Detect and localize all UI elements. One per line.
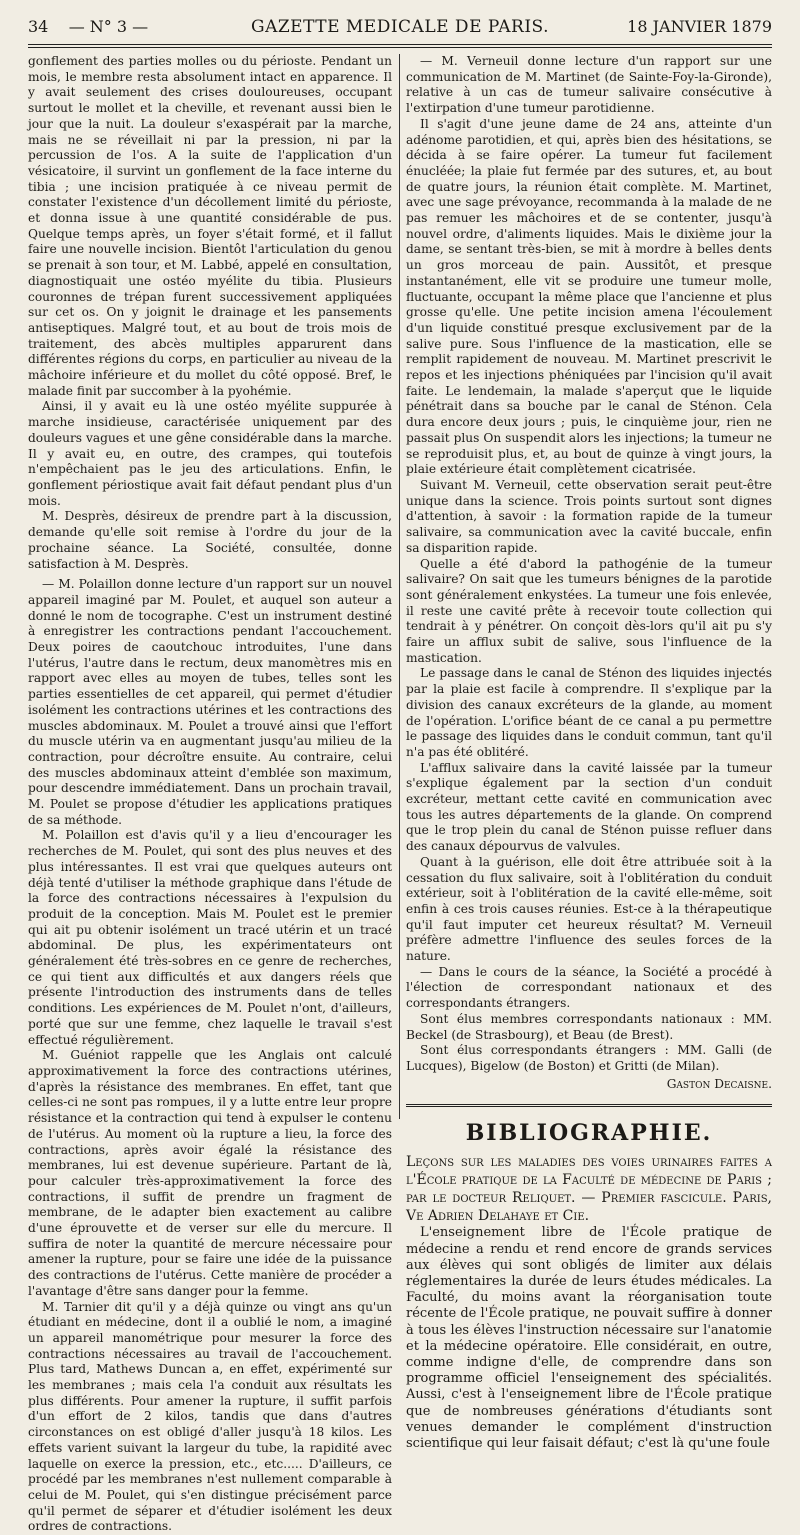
author-signature: Gaston Decaisne.: [666, 1076, 772, 1091]
section-heading: BIBLIOGRAPHIE.: [406, 1104, 772, 1147]
paragraph: Sont élus membres correspondants nationaux : MM. Beckel (de Strasbourg), et Beau (de Brest).: [406, 1011, 772, 1042]
paragraph: Quelle a été d'abord la pathogénie de la tumeur salivaire? On sait que les tumeurs bénignes de la parotide sont généralement enkystées. La tumeur une fois enlevée, il reste une cavité prête à recevoir toute collection qui tendrait à y pénétrer. On conçoit dès-lors qu'il ait pu s'y faire un afflux subit de salive, sous l'influence de la mastication.: [406, 556, 772, 665]
issue-number: — N° 3 —: [68, 17, 149, 36]
paragraph: — M. Verneuil donne lecture d'un rapport sur une communication de M. Martinet (de Sainte-Foy-la-Gironde), relative à un cas de tumeur salivaire consécutive à l'extirpation d'une tumeur parotidienne.: [406, 54, 772, 116]
journal-title: GAZETTE MEDICALE DE PARIS.: [251, 17, 549, 37]
paragraph: — Dans le cours de la séance, la Société a procédé à l'élection de correspondant nationaux et des correspondants étrangers.: [406, 964, 772, 1011]
paragraph: L'enseignement libre de l'École pratique de médecine a rendu et rend encore de grands services aux élèves qui sont obligés de limiter aux délais réglementaires la durée de leurs études médicales. La Faculté, du moins avant la réorganisation toute récente de l'École pratique, ne pouvait suffire à donner à tous les élèves l'instruction nécessaire sur l'anatomie et la médecine opératoire. Elle considérait, en outre, comme indigne d'elle, de comprendre dans son programme officiel l'enseignement des spécialités. Aussi, c'est à l'enseignement libre de l'École pratique que de nombreuses générations d'étudiants sont venues demander le complément d'instruction scientifique qui leur faisait défaut; c'est là qu'une foule: [406, 1225, 772, 1452]
page-number: 34 — N° 3 —: [28, 17, 149, 36]
left-column: [28, 54, 392, 1534]
paragraph: — M. Polaillon donne lecture d'un rapport sur un nouvel appareil imaginé par M. Poulet, et auquel son auteur a donné le nom de tocographe. C'est un instrument destiné à enregistrer les contractions pendant l'accouchement. Deux poires de caoutchouc introduites, l'une dans l'utérus, l'autre dans le rectum, deux manomètres mis en rapport avec elles au moyen de tubes, telles sont les parties essentielles de cet appareil, qui permet d'étudier isolément les contractions utérines et les contractions des muscles abdominaux. M. Poulet a trouvé ainsi que l'effort du muscle utérin va en augmentant jusqu'au milieu de la contraction, pour décroître ensuite. Au contraire, celui des muscles abdominaux atteint d'emblée son maximum, pour descendre immédiatement. Dans un prochain travail, M. Poulet se propose d'étudier les applications pratiques de sa méthode.: [28, 577, 392, 827]
paragraph: M. Guéniot rappelle que les Anglais ont calculé approximativement la force des contractions utérines, d'après la résistance des membranes. En effet, tant que celles-ci ne sont pas rompues, il y a lutte entre leur propre résistance et la contraction qui tend à expulser le contenu de l'utérus. Au moment où la rupture a lieu, la force des contractions, après avoir égalé la résistance des membranes, lui est devenue supérieure. Partant de là, pour calculer très-approximativement la force des contractions, il suffit de prendre un fragment de membrane, de le adapter bien exactement au calibre d'une éprouvette et de verser sur elle du mercure. Il suffira de noter la quantité de mercure nécessaire pour amener la rupture, pour se faire une idée de la puissance des contractions de l'utérus. Cette manière de procéder a l'avantage d'être sans danger pour la femme.: [28, 1048, 392, 1298]
paragraph: Il s'agit d'une jeune dame de 24 ans, atteinte d'un adénome parotidien, et qui, après bien des hésitations, se décida à se faire opérer. La tumeur fut facilement énucléée; la plaie fut fermée par des sutures, et, au bout de quatre jours, la réunion était complète. M. Martinet, avec une sage prévoyance, recommanda à la malade de ne pas remuer les mâchoires et de se contenter, jusqu'à nouvel ordre, d'aliments liquides. Mais le dixième jour la dame, se sentant très-bien, se mit à mordre à belles dents un gros morceau de pain. Aussitôt, et presque instantanément, elle vit se produire une tumeur molle, fluctuante, occupant la même place que l'ancienne et plus grosse qu'elle. Une petite incision amena l'écoulement d'un liquide constitué presque exclusivement par de la salive pure. Sous l'influence de la mastication, elle se remplit rapidement de nouveau. M. Martinet prescrivit le repos et les injections phéniquées par l'incision qu'il avait faite. Le lendemain, la malade s'aperçut que le liquide pénétrait dans sa bouche par le canal de Sténon. Cela dura encore deux jours ; puis, le cinquième jour, rien ne passait plus On suspendit alors les injections; la tumeur ne se reproduisit plus, et, au bout de quinze à vingt jours, la plaie extérieure était complètement cicatrisée.: [406, 116, 772, 477]
paragraph: Quant à la guérison, elle doit être attribuée soit à la cessation du flux salivaire, soit à l'oblitération du conduit extérieur, soit à l'oblitération de la cavité elle-même, soit enfin à ces trois causes réunies. Est-ce à la thérapeutique qu'il faut imputer cet heureux résultat? M. Verneuil préfère admettre l'influence des seules forces de la nature.: [406, 854, 772, 964]
header-rule: [28, 44, 772, 45]
column-divider: [399, 54, 400, 1119]
paragraph: M. Tarnier dit qu'il y a déjà quinze ou vingt ans qu'un étudiant en médecine, dont il a oublié le nom, a imaginé un appareil manométrique pour mesurer la force des contractions nécessaires au travail de l'accouchement. Plus tard, Mathews Duncan a, en effet, expérimenté sur les membranes ; mais cela l'a conduit aux résultats les plus différents. Pour amener la rupture, il suffit parfois d'un effort de 2 kilos, tandis que dans d'autres circonstances on est obligé d'aller jusqu'à 18 kilos. Les effets varient suivant la largeur du tube, la rapidité avec laquelle on exerce la pression, etc., etc..... D'ailleurs, ce procédé par les membranes n'est nullement comparable à celui de M. Poulet, qui s'en distingue précisément parce qu'il permet de séparer et d'étudier isolément les deux ordres de contractions.: [28, 1299, 392, 1534]
paragraph: M. Desprès, désireux de prendre part à la discussion, demande qu'elle soit remise à l'ordre du jour de la prochaine séance. La Société, consultée, donne satisfaction à M. Desprès.: [28, 509, 392, 571]
paragraph: Sont élus correspondants étrangers : MM. Galli (de Lucques), Bigelow (de Boston) et Gritti (de Milan).: [406, 1043, 772, 1073]
paragraph: Suivant M. Verneuil, cette observation serait peut-être unique dans la science. Trois points surtout sont dignes d'attention, à savoir : la formation rapide de la tumeur salivaire, sa communication avec la cavité buccale, enfin sa disparition rapide.: [406, 477, 772, 555]
right-column: [406, 54, 772, 1452]
book-reference: Leçons sur les maladies des voies urinaires faites a l'École pratique de la Faculté de médecine de Paris ; par le docteur Reliquet. — Premier fascicule. Paris, Ve Adrien Delahaye et Cie.: [406, 1154, 772, 1225]
issue-date: 18 JANVIER 1879: [627, 17, 772, 36]
page-header: [28, 14, 772, 40]
paragraph: Le passage dans le canal de Sténon des liquides injectés par la plaie est facile à comprendre. Il s'explique par la division des canaux excréteurs de la glande, au moment de l'opération. L'orifice béant de ce canal a pu permettre le passage des liquides dans le conduit commun, tant qu'il n'a pas été oblitéré.: [406, 666, 772, 759]
paragraph: Ainsi, il y avait eu là une ostéo myélite suppurée à marche insidieuse, caractérisée uniquement par des douleurs vagues et une gêne considérable dans la marche. Il y avait eu, en outre, des crampes, qui toutefois n'empêchaient pas le jeu des articulations. Enfin, le gonflement périostique avait fait défaut pendant plus d'un mois.: [28, 399, 392, 508]
header-rule-2: [28, 47, 772, 48]
paragraph: M. Polaillon est d'avis qu'il y a lieu d'encourager les recherches de M. Poulet, qui sont des plus neuves et des plus intéressantes. Il est vrai que quelques auteurs ont déjà tenté d'utiliser la méthode graphique dans l'étude de la force des contractions nécessaires à l'expulsion du produit de la conception. Mais M. Poulet est le premier qui ait pu obtenir isolément un tracé utérin et un tracé abdominal. De plus, les expérimentateurs ont généralement été très-sobres en ce genre de recherches, ce qui tient aux difficultés et aux dangers réels que présente l'introduction des instruments dans de telles conditions. Les expériences de M. Poulet n'ont, d'ailleurs, porté que sur une femme, chez laquelle le travail s'est effectué régulièrement.: [28, 828, 392, 1047]
paragraph: L'afflux salivaire dans la cavité laissée par la tumeur s'explique également par la section d'un conduit excréteur, mettant cette cavité en communication avec tous les autres départements de la glande. On comprend que le trop plein du canal de Sténon puisse refluer dans des canaux dépourvus de valvules.: [406, 760, 772, 854]
paragraph: gonflement des parties molles ou du périoste. Pendant un mois, le membre resta absolument intact en apparence. Il y avait seulement des crises douloureuses, occupant surtout le mollet et la cheville, et revenant aussi bien le jour que la nuit. La douleur s'exaspérait par la marche, mais ne se réveillait ni par la pression, ni par la percussion de l'os. A la suite de l'application d'un vésicatoire, il survint un gonflement de la face interne du tibia ; une incision pratiquée à ce niveau permit de constater l'existence d'un décollement limité du périoste, et donna issue à une quantité considérable de pus. Quelque temps après, un foyer s'était formé, et il fallut faire une nouvelle incision. Bientôt l'articulation du genou se prenait à son tour, et M. Labbé, appelé en consultation, diagnostiquait une ostéo myélite du tibia. Plusieurs couronnes de trépan furent successivement appliquées sur cet os. On y joignit le drainage et les pansements antiseptiques. Malgré tout, et au bout de trois mois de traitement, des abcès multiples apparurent dans différentes régions du corps, en particulier au niveau de la mâchoire inférieure et du mollet du côté opposé. Bref, le malade finit par succomber à la pyohémie.: [28, 54, 392, 398]
